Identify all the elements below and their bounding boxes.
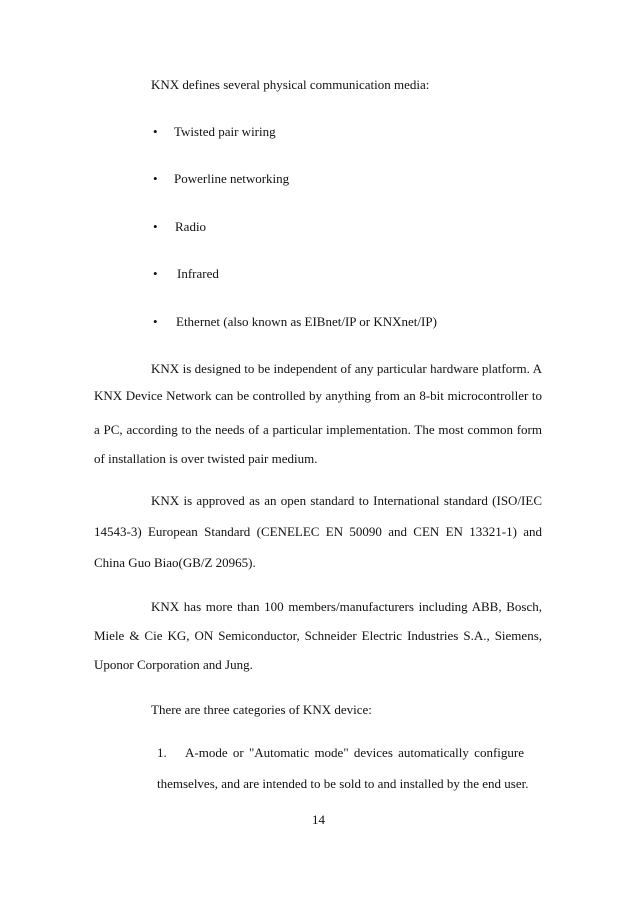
intro-text: KNX defines several physical communication media: (151, 77, 430, 92)
paragraph-line: China Guo Biao(GB/Z 20965). (94, 555, 256, 570)
list-item-text: Infrared (177, 266, 219, 281)
categories-intro: There are three categories of KNX device: (151, 702, 372, 717)
paragraph-line: KNX is designed to be independent of any particular hardware platform. A (151, 361, 542, 376)
list-item-text: Powerline networking (174, 171, 290, 186)
paragraph-line: Miele & Cie KG, ON Semiconductor, Schneider Electric Industries S.A., Siemens, (94, 628, 542, 643)
list-item-text: Radio (175, 219, 207, 234)
paragraph-line: KNX is approved as an open standard to International standard (ISO/IEC (151, 493, 542, 508)
list-item-text: Ethernet (also known as EIBnet/IP or KNXnet/IP) (176, 314, 437, 329)
bullet-icon: • (153, 124, 158, 139)
list-item-number: 1. (157, 745, 167, 760)
paragraph-line: of installation is over twisted pair medium. (94, 451, 318, 466)
bullet-icon: • (153, 266, 158, 281)
list-item-text: themselves, and are intended to be sold to and installed by the end user. (157, 776, 529, 791)
bullet-icon: • (153, 171, 158, 186)
bullet-icon: • (153, 219, 158, 234)
paragraph-line: 14543-3) European Standard (CENELEC EN 50090 and CEN EN 13321-1) and (94, 524, 542, 539)
bullet-icon: • (153, 314, 158, 329)
page-number: 14 (312, 812, 325, 827)
list-item-text: A-mode or "Automatic mode" devices automatically configure (185, 745, 524, 760)
paragraph-line: Uponor Corporation and Jung. (94, 657, 253, 672)
list-item-text: Twisted pair wiring (174, 124, 276, 139)
paragraph-line: KNX Device Network can be controlled by anything from an 8-bit microcontroller to (94, 388, 542, 403)
paragraph-line: a PC, according to the needs of a particular implementation. The most common form (94, 422, 542, 437)
paragraph-line: KNX has more than 100 members/manufacturers including ABB, Bosch, (151, 599, 542, 614)
